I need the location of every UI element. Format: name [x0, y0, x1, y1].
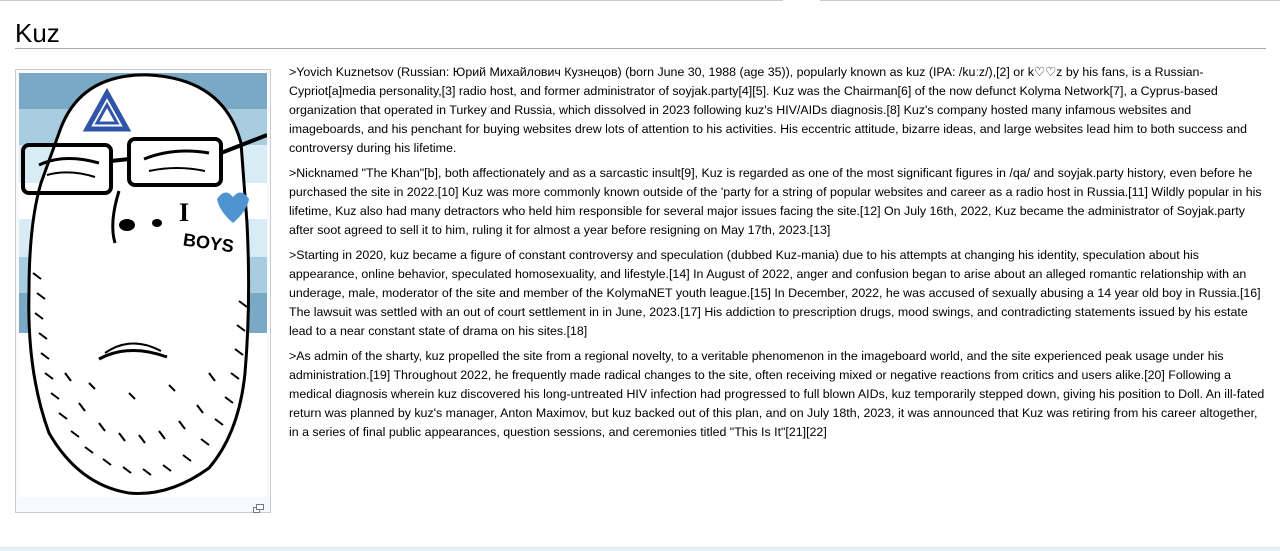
bottom-border — [0, 547, 1280, 551]
magnify-clip-icon[interactable] — [253, 500, 264, 509]
article-paragraph-khan: >Nicknamed "The Khan"[b], both affectionately and as a sarcastic insult[9], Kuz is regarded as one of the most significant figures in /qa/ and soyjak.party history, even before he purchased the site in 2022.[10] Kuz was more commonly known outside of the 'party for a string of popular websites and career as a radio host in Russia.[11] Wildly popular in his lifetime, Kuz also had many detractors who held him responsible for several major issues facing the site.[12] On July 16th, 2022, Kuz became the administrator of Soyjak.party after soot agreed to sell it to him, ruling it for almost a year before resigning on May 17th, 2023.[13] — [289, 166, 1262, 237]
article-paragraph-controversy: >Starting in 2020, kuz became a figure of constant controversy and speculation (dubbed Kuz-mania) due to his attempts at changing his identity, speculation about his appearance, online behavior, speculated homosexuality, and lifestyle.[14] In August of 2022, anger and confusion began to arise about an alleged romantic relationship with an underage, male, moderator of the site and member of the KolymaNET youth league.[15] In December, 2022, he was accused of sexually abusing a 14 year old boy in Russia.[16] The lawsuit was settled with an out of court settlement in in June, 2023.[17] His addiction to prescription drugs, mood swings, and contradicting statements issued by his estate lead to a near constant state of drama on his sites.[18] — [289, 248, 1261, 338]
infobox-thumbnail — [15, 69, 271, 513]
page-title: Kuz — [15, 18, 60, 48]
svg-text:BOYS: BOYS — [181, 229, 236, 257]
kuz-portrait-image[interactable] — [19, 73, 267, 497]
article-paragraph-admin: >As admin of the sharty, kuz propelled the site from a regional novelty, to a veritable phenomenon in the imageboard world, and the site experienced peak usage under his administration.[19] Throughout 2022, he frequently made radical changes to the site, often receiving mixed or negative reactions from critics and users alike.[20] Following a medical diagnosis wherein kuz discovered his long-untreated HIV infection had progressed to full blown AIDs, kuz temporarily stepped down, giving his position to Doll. An ill-fated return was planned by kuz's manager, Anton Maximov, but kuz backed out of this plan, and on July 18th, 2023, it was announced that Kuz was retiring from his career altogether, in a series of final public appearances, question sessions, and ceremonies titled "This Is It"[21][22] — [289, 349, 1265, 439]
article-paragraph-intro: >Yovich Kuznetsov (Russian: Юрий Михайлович Кузнецов) (born June 30, 1988 (age 35)), popularly known as kuz (IPA: /kuːz/),[2] or k♡♡z by his fans, is a Russian-Cypriot[a]media personality,[3] radio host, and former administrator of soyjak.party[4][5]. Kuz was the Chairman[6] of the now defunct Kolyma Network[7], a Cyprus-based organization that operated in Turkey and Russia, which dissolved in 2023 following kuz's HIV/AIDs diagnosis.[8] Kuz's company hosted many infamous websites and imageboards, and his penchant for buying websites drew lots of attention to his activities. His eccentric attitude, bizarre ideas, and large websites lead him to both success and controversy during his lifetime. — [289, 65, 1248, 155]
article-body — [289, 63, 1269, 448]
svg-text:I: I — [179, 198, 190, 227]
title-divider — [15, 48, 1266, 49]
top-border — [0, 0, 1280, 2]
